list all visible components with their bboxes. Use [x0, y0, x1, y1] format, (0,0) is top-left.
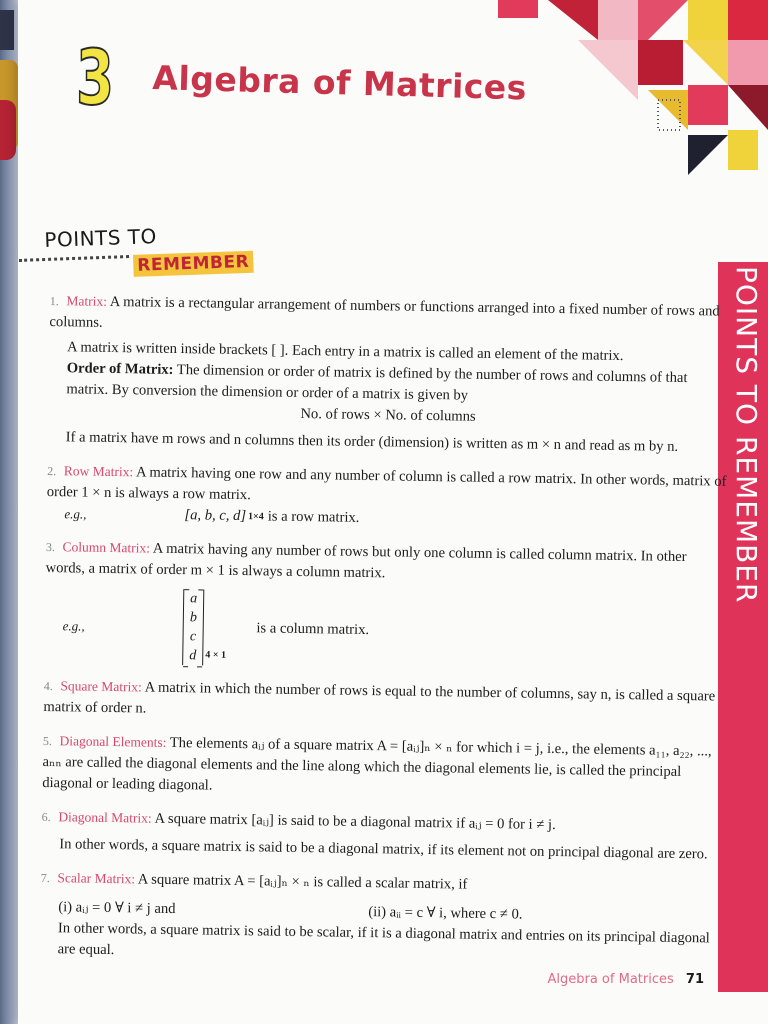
item-text: A matrix having one row and any number of column is called a row matrix. In other words, matrix of order 1 × n is always a row matrix. [46, 464, 727, 504]
book-page [18, 0, 768, 1024]
item-matrix [49, 290, 730, 344]
item-term: Square Matrix: [60, 678, 142, 695]
points-heading [44, 221, 254, 280]
example-label: e.g., [62, 617, 85, 634]
item-text: A matrix having any number of rows but only one column is called column matrix. In other words, a matrix of order m × 1 is always a column matrix. [45, 540, 687, 582]
example-matrix: [a, b, c, d] [184, 507, 247, 525]
item-square-matrix [43, 675, 724, 729]
item-number: 2. [47, 463, 57, 479]
item-term: Diagonal Elements: [59, 733, 167, 750]
column-matrix [182, 589, 227, 666]
condition-two: (ii) aᵢᵢ = c ∀ i, where c ≠ 0. [368, 904, 523, 923]
example-text: is a row matrix. [267, 508, 360, 526]
item-text: A matrix is written inside brackets [ ]. Each entry in a matrix is called an element of the matrix. [66, 339, 624, 365]
example-order: 1×4 [248, 511, 264, 523]
content-body [39, 290, 729, 971]
spine-decoration [0, 100, 16, 160]
item-diagonal-matrix [42, 806, 722, 839]
footer-chapter-name: Algebra of Matrices [547, 972, 674, 987]
item-number: 7. [40, 870, 50, 886]
chapter-title: Algebra of Matrices [151, 58, 528, 108]
matrix-entry: d [189, 648, 197, 664]
item-text: A square matrix A = [aᵢⱼ]ₙ × ₙ is called a scalar matrix, if [137, 871, 468, 893]
page-number: 71 [685, 972, 704, 987]
order-label: Order of Matrix: [66, 360, 174, 378]
points-heading-top: POINTS TO [44, 224, 158, 252]
item-text: A square matrix [aᵢⱼ] is said to be a diagonal matrix if aᵢⱼ = 0 for i ≠ j. [154, 810, 556, 834]
item-scalar-matrix [41, 867, 721, 900]
item-number: 6. [41, 809, 51, 825]
matrix-entry: c [189, 629, 197, 645]
item-column-matrix [45, 536, 726, 590]
item-text: The elements aᵢⱼ of a square matrix A = [aᵢⱼ]ₙ × ₙ for which i = j, i.e., the elements a₁₁, a₂₂, ..., aₙₙ are called the diagonal elements and the line along which the diagonal elements lie, is called the principal diagonal or leading diagonal. [42, 734, 712, 794]
example-label: e.g., [64, 506, 87, 522]
matrix-entry: a [190, 591, 198, 607]
dotted-divider [19, 255, 129, 263]
item-term: Scalar Matrix: [57, 870, 136, 887]
page-footer [547, 972, 704, 987]
item-number: 3. [45, 539, 56, 555]
item-number: 1. [49, 293, 59, 309]
item-number: 5. [42, 733, 53, 749]
chapter-number: 3 [76, 33, 115, 122]
item-text: In other words, a square matrix is said to be a diagonal matrix, if its element not on principal diagonal are zero. [59, 836, 708, 863]
item-term: Matrix: [66, 293, 108, 309]
points-heading-bottom: REMEMBER [133, 251, 254, 277]
item-term: Row Matrix: [63, 463, 134, 480]
matrix-entry: b [189, 610, 197, 626]
item-term: Diagonal Matrix: [58, 809, 152, 826]
matrix-order: 4 × 1 [205, 649, 227, 661]
order-text: The dimension or order of matrix is defined by the number of rows and columns of that matrix. By conversion the dimension or order of a matrix is given by [66, 362, 688, 404]
book-spine [0, 0, 20, 1024]
condition-one: (i) aᵢⱼ = 0 ∀ i ≠ j and [58, 899, 176, 918]
order-formula: No. of rows × No. of columns [300, 405, 476, 425]
item-term: Column Matrix: [62, 539, 151, 556]
item-text: A matrix is a rectangular arrangement of numbers or functions arranged into a fixed number of rows and columns. [49, 293, 720, 331]
item-text: A matrix in which the number of rows is equal to the number of columns, say n, is called a square matrix of order n. [43, 679, 716, 717]
column-matrix-example [44, 587, 725, 674]
matrix-brackets [182, 589, 204, 665]
side-band-text: POINTS TO REMEMBER [730, 266, 763, 604]
item-text: If a matrix have m rows and n columns then its order (dimension) is written as m × n and read as m by n. [65, 429, 679, 455]
item-number: 4. [43, 678, 53, 694]
spine-decoration [0, 10, 14, 50]
geometric-decoration [488, 0, 768, 180]
item-text: In other words, a square matrix is said to be scalar, if it is a diagonal matrix and entries on its principal diagonal are equal. [57, 920, 710, 959]
item-diagonal-elements [42, 730, 723, 805]
example-text: is a column matrix. [256, 619, 370, 638]
